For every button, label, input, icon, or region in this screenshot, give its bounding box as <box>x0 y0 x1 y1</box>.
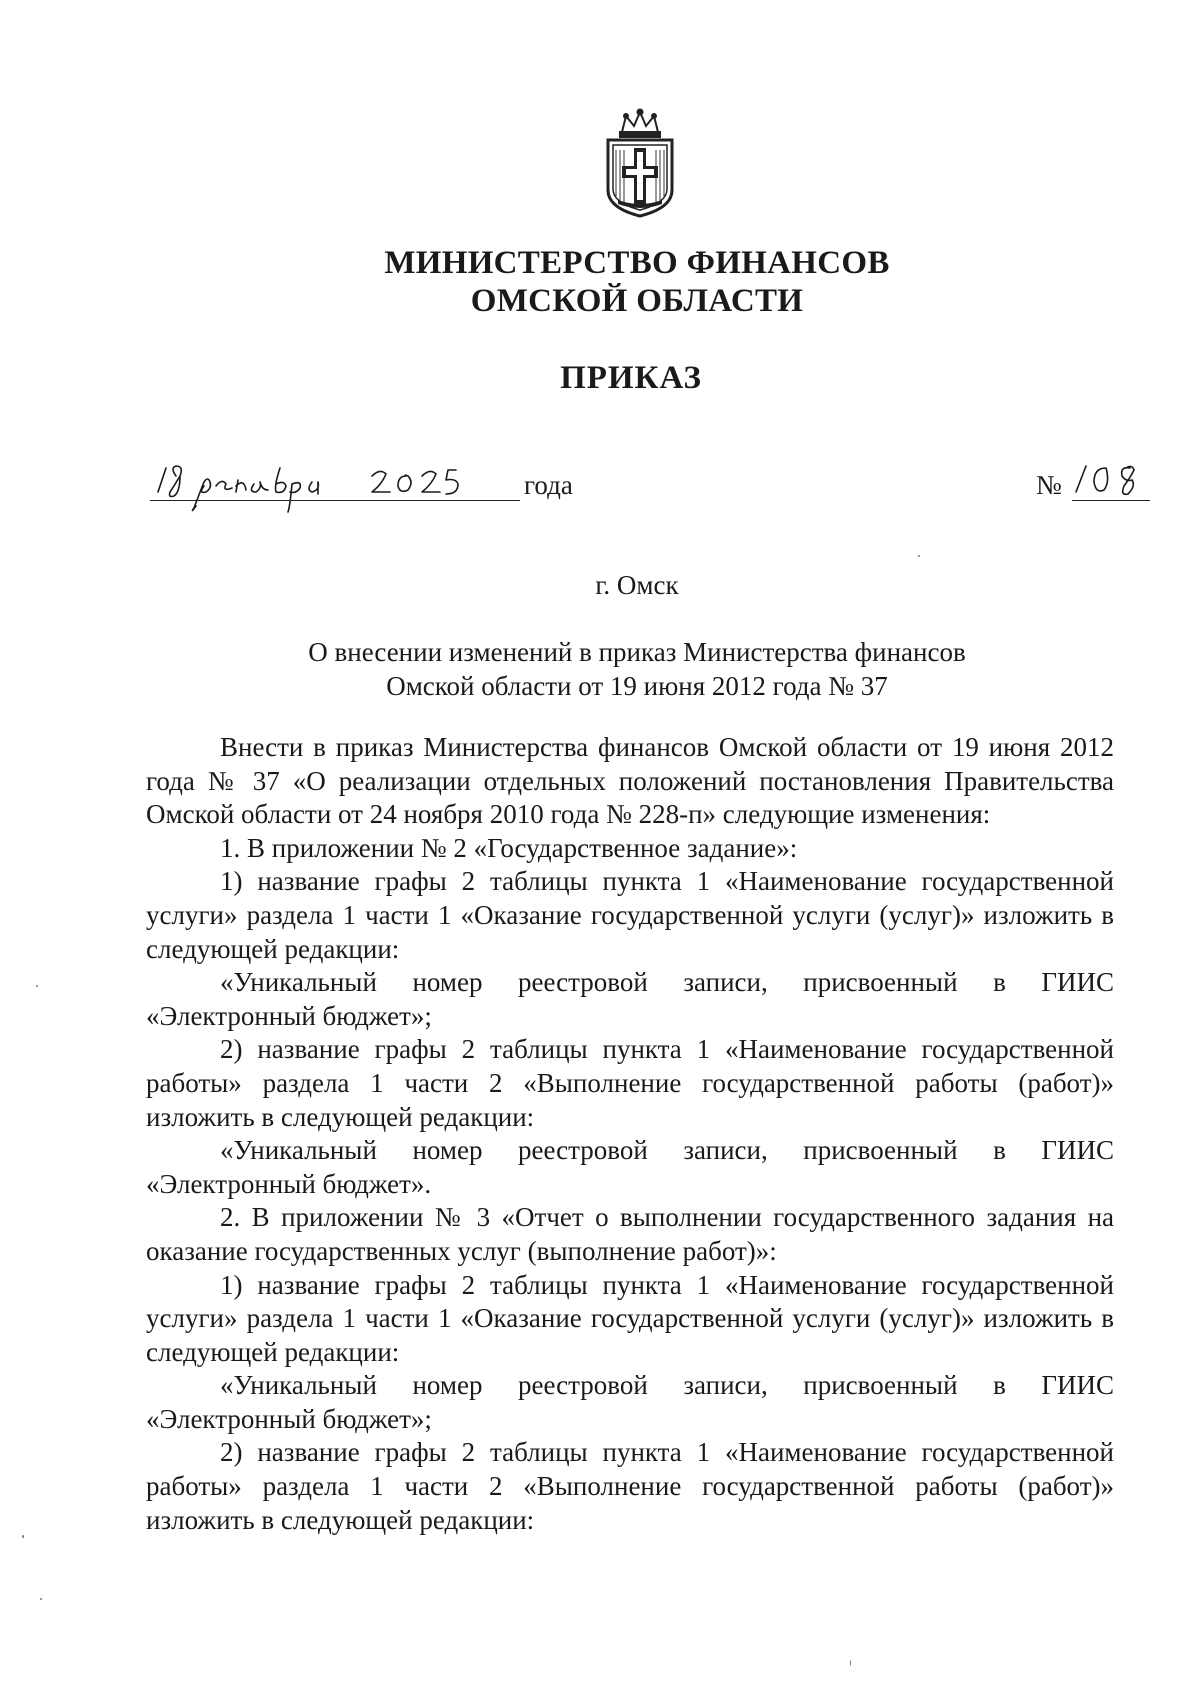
number-sign: № <box>1036 470 1062 500</box>
paragraph: 2) название графы 2 таблицы пункта 1 «Наименование государственной работы» раздела 1 части 2 «Выполнение государственной работы (работ)» изложить в следующей редакции: <box>146 1034 1114 1132</box>
paragraph: 2. В приложении № 3 «Отчет о выполнении государственного задания на оказание государственных услуг (выполнение работ)»: <box>146 1202 1114 1266</box>
org-name-line1: МИНИСТЕРСТВО ФИНАНСОВ <box>384 245 890 281</box>
paragraph: 1) название графы 2 таблицы пункта 1 «Наименование государственной услуги» раздела 1 части 1 «Оказание государственной услуги (услуг)» изложить в следующей редакции: <box>146 1269 1114 1367</box>
document-body <box>146 731 1114 1537</box>
paragraph: «Уникальный номер реестровой записи, присвоенный в ГИИС «Электронный бюджет». <box>146 1135 1114 1199</box>
paragraph: 1. В приложении № 2 «Государственное задание»: <box>220 832 798 863</box>
title-line1: О внесении изменений в приказ Министерства финансов <box>308 637 966 667</box>
paragraph: «Уникальный номер реестровой записи, присвоенный в ГИИС «Электронный бюджет»; <box>146 967 1114 1031</box>
title-line2: Омской области от 19 июня 2012 года № 37 <box>386 671 888 701</box>
paragraph: 1) название графы 2 таблицы пункта 1 «Наименование государственной услуги» раздела 1 части 1 «Оказание государственной услуги (услуг)» изложить в следующей редакции: <box>146 866 1114 964</box>
document-title <box>0 635 1200 703</box>
document-type: ПРИКАЗ <box>560 360 702 396</box>
number-handwritten-text <box>1074 470 1150 501</box>
paragraph: «Уникальный номер реестровой записи, присвоенный в ГИИС «Электронный бюджет»; <box>146 1370 1114 1434</box>
city: г. Омск <box>595 570 679 600</box>
date-suffix: года <box>524 470 573 500</box>
paragraph: Внести в приказ Министерства финансов Омской области от 19 июня 2012 года № 37 «О реализации отдельных положений постановления Правительства Омской области от 24 ноября 2010 года № 228-п» следующие изменения: <box>146 732 1114 830</box>
omsk-coat-of-arms-icon <box>600 108 680 218</box>
org-name-line2: ОМСКОЙ ОБЛАСТИ <box>470 283 804 319</box>
paragraph: 2) название графы 2 таблицы пункта 1 «Наименование государственной работы» раздела 1 части 2 «Выполнение государственной работы (работ)» изложить в следующей редакции: <box>146 1437 1114 1535</box>
date-handwritten-text <box>150 470 520 501</box>
